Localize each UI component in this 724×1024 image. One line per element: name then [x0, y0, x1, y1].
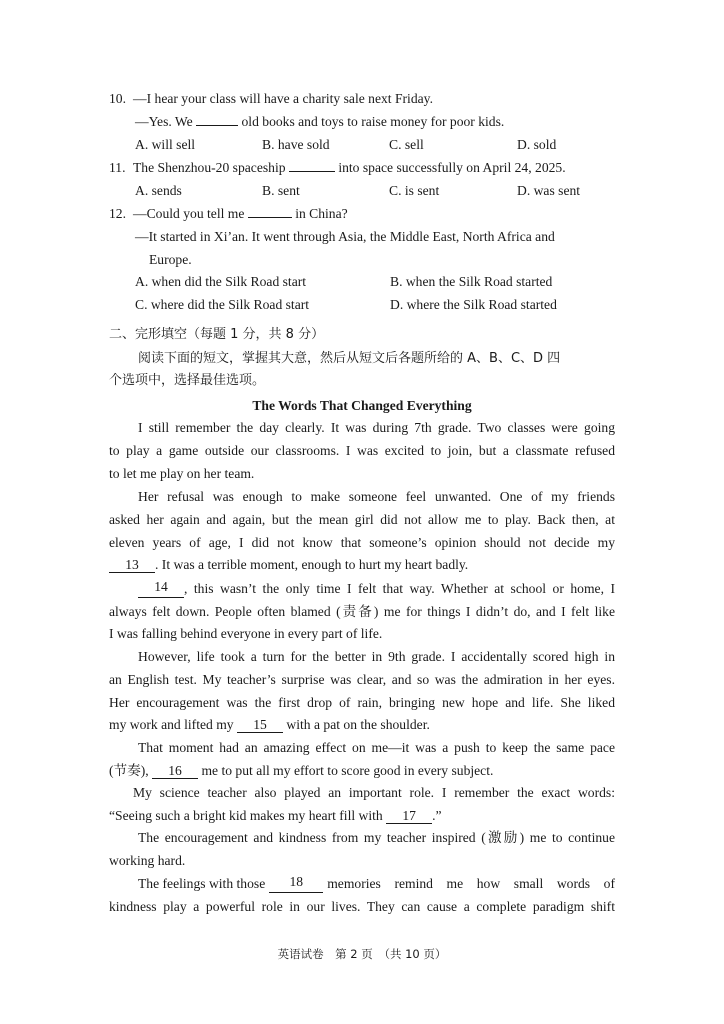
p4-line4: [109, 716, 430, 734]
p4-line2: an English test. My teacher’s surprise was clear, and so was the admiration in her eyes.: [109, 672, 615, 687]
p5-line2-end: me to put all my effort to score good in every subject.: [198, 763, 494, 778]
q11-text-start: The Shenzhou-20 spaceship: [133, 160, 289, 175]
q12-line3: Europe.: [149, 252, 192, 267]
q12-blank: [248, 217, 292, 218]
q10-number: 10.: [109, 91, 126, 106]
q12-prompt-start: —Could you tell me: [133, 206, 248, 221]
p3-line1-text: , this wasn’t the only time I felt that way. Whether at school or home, I: [184, 581, 615, 596]
q11-blank: [289, 171, 335, 172]
q11-option-d: D. was sent: [517, 183, 581, 198]
q10-line1: [109, 90, 433, 108]
blank-16: 16: [152, 764, 198, 779]
q10-option-d: D. sold: [517, 137, 557, 152]
p3-line3: I was falling behind everyone in every part of life.: [109, 626, 383, 641]
p4-line1: However, life took a turn for the better in 9th grade. I accidentally scored high in: [138, 649, 615, 664]
q10-option-c: C. sell: [389, 137, 424, 152]
p6-line2-end: .”: [432, 808, 442, 823]
p8-line2: kindness play a powerful role in our lives. They can cause a complete paradigm shift: [109, 899, 615, 914]
p5-line1: That moment had an amazing effect on me—it was a push to keep the same pace: [138, 740, 615, 755]
blank-18: 18: [269, 875, 323, 893]
q12-option-c: C. where did the Silk Road start: [135, 297, 310, 312]
q10-blank: [196, 125, 238, 126]
section2-instruction-1: 阅读下面的短文，掌握其大意，然后从短文后各题所给的 A、B、C、D 四: [138, 351, 561, 366]
q12-prompt-end: in China?: [291, 206, 348, 221]
q10-prompt: —I hear your class will have a charity sale next Friday.: [133, 91, 433, 106]
p7-line1: The encouragement and kindness from my teacher inspired (激励) me to continue: [138, 830, 615, 845]
blank-15: 15: [237, 718, 283, 733]
q11-option-c: C. is sent: [389, 183, 440, 198]
p2-end-text: . It was a terrible moment, enough to hurt my heart badly.: [155, 557, 469, 572]
q10-option-b: B. have sold: [262, 137, 330, 152]
p3-line1: [138, 580, 615, 598]
q11-option-b: B. sent: [262, 183, 300, 198]
q10-line2: [135, 113, 504, 131]
p2-line2: asked her again and again, but the mean girl did not allow me to play. Back then, at: [109, 512, 615, 527]
p2-line1: Her refusal was enough to make someone feel unwanted. One of my friends: [138, 489, 615, 504]
q10-reply-start: —Yes. We: [135, 114, 197, 129]
p4-line3: Her encouragement was the first drop of rain, bringing new hope and life. She liked: [109, 695, 615, 710]
p4-end-end: with a pat on the shoulder.: [283, 717, 430, 732]
q12-line2: —It started in Xi’an. It went through Asia, the Middle East, North Africa and: [135, 229, 555, 244]
p5-line2-start: (节奏),: [109, 763, 153, 778]
q11-line1: [109, 159, 566, 177]
q12-line1: [109, 205, 348, 223]
p6-line1: My science teacher also played an important role. I remember the exact words:: [133, 785, 615, 800]
p5-line2: [109, 762, 493, 780]
p8-line1-start: The feelings with those: [138, 876, 266, 891]
p8-line1: [138, 875, 615, 893]
p2-line3: eleven years of age, I did not know that someone’s opinion should not decide my: [109, 535, 615, 550]
q12-option-b: B. when the Silk Road started: [390, 274, 553, 289]
p6-line2-start: “Seeing such a bright kid makes my heart fill with: [109, 808, 387, 823]
section2-instruction-2: 个选项中，选择最佳选项。: [109, 373, 266, 388]
p6-line2: [109, 807, 442, 825]
q12-option-d: D. where the Silk Road started: [390, 297, 557, 312]
p2-line4: [109, 556, 468, 574]
p3-line2: always felt down. People often blamed (责备) me for things I didn’t do, and I felt like: [109, 604, 615, 619]
p4-end-start: my work and lifted my: [109, 717, 237, 732]
q11-number: 11.: [109, 160, 126, 175]
q12-option-a: A. when did the Silk Road start: [135, 274, 307, 289]
p1-line3: to let me play on her team.: [109, 466, 255, 481]
q11-text-end: into space successfully on April 24, 2025.: [334, 160, 566, 175]
p8-line1-end: memories remind me how small words of: [327, 876, 615, 891]
page-footer: 英语试卷 第 2 页 （共 10 页）: [277, 947, 447, 961]
q12-number: 12.: [109, 206, 126, 221]
p1-line2: to play a game outside our classrooms. I was excited to join, but a classmate refused: [109, 443, 615, 458]
q11-option-a: A. sends: [135, 183, 182, 198]
q10-option-a: A. will sell: [135, 137, 196, 152]
passage-title: The Words That Changed Everything: [252, 398, 472, 413]
p1-line1: I still remember the day clearly. It was during 7th grade. Two classes were going: [138, 420, 615, 435]
blank-14: 14: [138, 580, 184, 598]
blank-13: 13: [109, 558, 155, 573]
section2-heading: 二、完形填空（每题 1 分，共 8 分）: [109, 327, 325, 342]
q10-reply-end: old books and toys to raise money for poor kids.: [238, 114, 505, 129]
p7-line2: working hard.: [109, 853, 186, 868]
blank-17: 17: [386, 809, 432, 824]
